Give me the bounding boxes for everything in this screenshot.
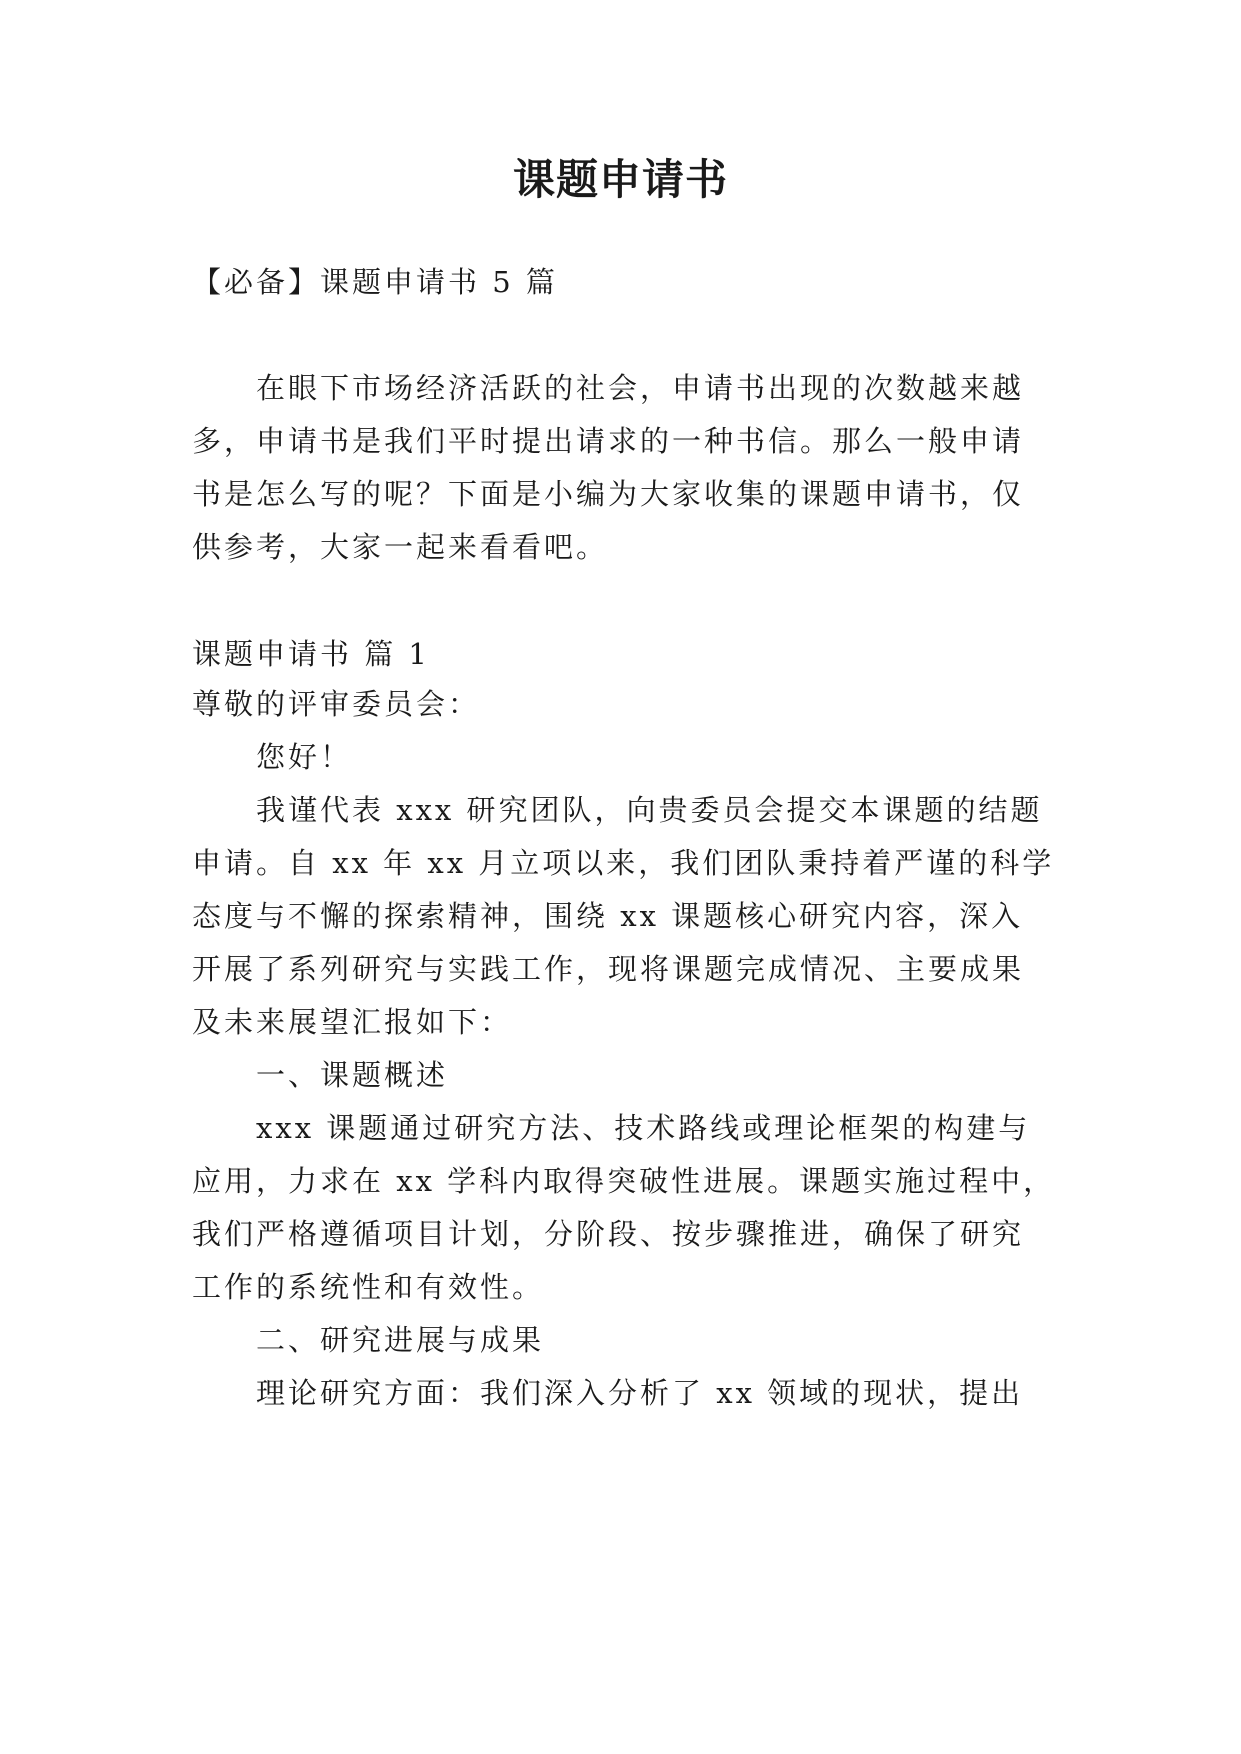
greeting: 您好！ bbox=[256, 740, 353, 774]
body-line: 我们严格遵循项目计划，分阶段、按步骤推进，确保了研究 bbox=[192, 1217, 1025, 1251]
intro-line: 在眼下市场经济活跃的社会，申请书出现的次数越来越 bbox=[256, 371, 1025, 405]
body-line: 及未来展望汇报如下： bbox=[192, 1005, 513, 1039]
body-line: 我谨代表 xxx 研究团队，向贵委员会提交本课题的结题 bbox=[256, 793, 1043, 827]
section-heading: 课题申请书 篇 1 bbox=[192, 637, 430, 671]
intro-line: 书是怎么写的呢？下面是小编为大家收集的课题申请书，仅 bbox=[192, 477, 1025, 511]
subheading-progress: 二、研究进展与成果 bbox=[256, 1323, 545, 1357]
intro-line: 多，申请书是我们平时提出请求的一种书信。那么一般申请 bbox=[192, 424, 1025, 458]
salutation: 尊敬的评审委员会： bbox=[192, 687, 481, 721]
body-line: xxx 课题通过研究方法、技术路线或理论框架的构建与 bbox=[256, 1111, 1031, 1145]
body-line: 工作的系统性和有效性。 bbox=[192, 1270, 545, 1304]
body-line: 态度与不懈的探索精神，围绕 xx 课题核心研究内容，深入 bbox=[192, 899, 1024, 933]
body-line: 开展了系列研究与实践工作，现将课题完成情况、主要成果 bbox=[192, 952, 1025, 986]
document-subtitle: 【必备】课题申请书 5 篇 bbox=[192, 265, 558, 299]
subheading-overview: 一、课题概述 bbox=[256, 1058, 449, 1092]
document-title: 课题申请书 bbox=[512, 155, 728, 204]
body-line: 理论研究方面：我们深入分析了 xx 领域的现状，提出 bbox=[256, 1376, 1024, 1410]
body-line: 申请。自 xx 年 xx 月立项以来，我们团队秉持着严谨的科学 bbox=[192, 846, 1055, 880]
body-line: 应用，力求在 xx 学科内取得突破性进展。课题实施过程中， bbox=[192, 1164, 1056, 1198]
intro-line: 供参考，大家一起来看看吧。 bbox=[192, 530, 609, 564]
